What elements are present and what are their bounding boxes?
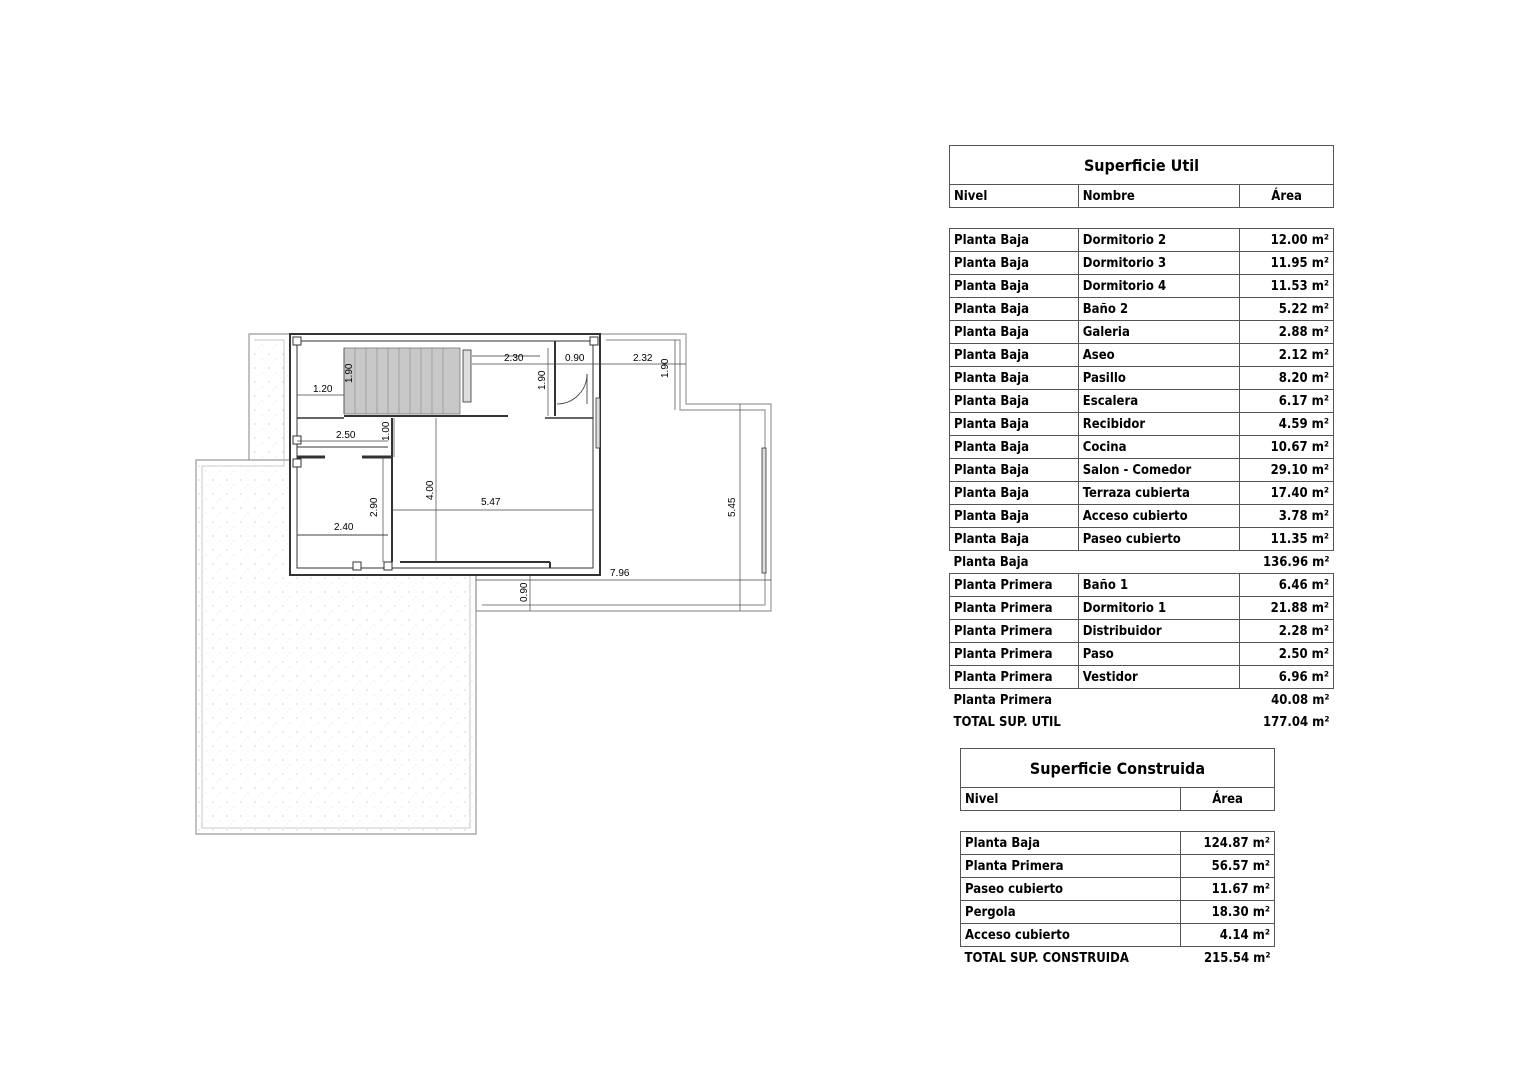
dim-label: 2.90: [369, 497, 380, 517]
table-cell: 124.87 m²: [1181, 832, 1275, 855]
table-cell: Planta Baja: [950, 505, 1079, 528]
table-cell: Escalera: [1078, 390, 1239, 413]
table-cell: Planta Baja: [950, 482, 1079, 505]
table-row: [950, 666, 1334, 689]
table-title: Superficie Util: [950, 146, 1334, 185]
table-cell: 11.53 m²: [1240, 275, 1334, 298]
dim-label: 2.32: [633, 353, 653, 364]
table-cell: 4.14 m²: [1181, 924, 1275, 947]
table-cell: Planta Baja: [950, 252, 1079, 275]
table-cell: Planta Baja: [950, 275, 1079, 298]
table-cell: 215.54 m²: [1203, 950, 1271, 966]
table-row: [950, 574, 1334, 597]
table-cell: Paso: [1078, 643, 1239, 666]
table-cell: Cocina: [1078, 436, 1239, 459]
column-header: Nivel: [950, 185, 1079, 208]
dim-label: 1.90: [344, 363, 355, 383]
table-cell: Planta Baja: [950, 413, 1079, 436]
dim-label: 0.90: [565, 353, 585, 364]
table-cell: Planta Primera: [950, 620, 1079, 643]
table-cell: 6.46 m²: [1240, 574, 1334, 597]
table-cell: Galeria: [1078, 321, 1239, 344]
table-row: [950, 711, 1334, 733]
column-header: Nombre: [1078, 185, 1239, 208]
table-cell: Planta Baja: [950, 229, 1079, 252]
table-cell: 5.22 m²: [1240, 298, 1334, 321]
table-cell: Dormitorio 2: [1078, 229, 1239, 252]
table-cell: Planta Baja: [950, 436, 1079, 459]
table-cell: TOTAL SUP. UTIL: [953, 714, 1061, 730]
table-row: [950, 643, 1334, 666]
table-cell: Planta Primera: [953, 692, 1052, 708]
table-row: [961, 947, 1275, 970]
table-row: [950, 252, 1334, 275]
table-cell: Aseo: [1078, 344, 1239, 367]
dim-label: 1.90: [660, 358, 671, 378]
table-row: [950, 229, 1334, 252]
table-cell: Planta Primera: [950, 666, 1079, 689]
table-cell: 2.28 m²: [1240, 620, 1334, 643]
table-cell: 11.67 m²: [1181, 878, 1275, 901]
dim-label: 0.90: [519, 582, 530, 602]
table-cell: Distribuidor: [1078, 620, 1239, 643]
dim-label: 1.20: [313, 384, 333, 395]
dim-label: 4.00: [425, 480, 436, 500]
table-cell: TOTAL SUP. CONSTRUIDA: [964, 950, 1129, 966]
util-rows: [950, 229, 1334, 734]
dim-label: 1.00: [381, 421, 392, 441]
dim-label: 2.50: [336, 430, 356, 441]
table-cell: 11.95 m²: [1240, 252, 1334, 275]
table-cell: Planta Baja: [950, 528, 1079, 551]
column-header: Área: [1240, 185, 1334, 208]
table-cell: 40.08 m²: [1271, 692, 1330, 708]
table-cell: Baño 1: [1078, 574, 1239, 597]
table-cell: Pasillo: [1078, 367, 1239, 390]
table-row: [950, 597, 1334, 620]
table-row: [961, 832, 1275, 855]
table-title: Superficie Construida: [961, 749, 1275, 788]
table-cell: Acceso cubierto: [1078, 505, 1239, 528]
table-row: [961, 901, 1275, 924]
table-cell: Planta Baja: [950, 298, 1079, 321]
table-cell: Planta Baja: [950, 367, 1079, 390]
table-cell: Salon - Comedor: [1078, 459, 1239, 482]
staircase: [344, 348, 460, 414]
table-cell: Baño 2: [1078, 298, 1239, 321]
table-cell: Planta Baja: [953, 554, 1029, 570]
construida-rows: [961, 832, 1275, 970]
dim-label: 2.40: [334, 522, 354, 533]
table-row: [950, 275, 1334, 298]
table-cell: 10.67 m²: [1240, 436, 1334, 459]
table-cell: 3.78 m²: [1240, 505, 1334, 528]
table-cell: Planta Primera: [950, 574, 1079, 597]
table-cell: Vestidor: [1078, 666, 1239, 689]
table-cell: Planta Baja: [950, 344, 1079, 367]
table-row: [950, 528, 1334, 551]
table-row: [950, 344, 1334, 367]
table-row: [950, 298, 1334, 321]
table-cell: Planta Primera: [950, 643, 1079, 666]
table-cell: Dormitorio 4: [1078, 275, 1239, 298]
table-cell: 2.50 m²: [1240, 643, 1334, 666]
table-row: [950, 620, 1334, 643]
table-cell: Planta Primera: [950, 597, 1079, 620]
table-cell: Planta Baja: [961, 832, 1181, 855]
table-row: [950, 689, 1334, 712]
table-cell: 56.57 m²: [1181, 855, 1275, 878]
column-header: Área: [1181, 788, 1275, 811]
table-cell: Terraza cubierta: [1078, 482, 1239, 505]
dim-label: 5.45: [727, 497, 738, 517]
table-cell: Planta Baja: [950, 390, 1079, 413]
column-header: Nivel: [961, 788, 1181, 811]
table-cell: Acceso cubierto: [961, 924, 1181, 947]
table-row: [961, 924, 1275, 947]
table-row: [961, 878, 1275, 901]
table-row: [950, 551, 1334, 574]
table-cell: 6.96 m²: [1240, 666, 1334, 689]
table-cell: 29.10 m²: [1240, 459, 1334, 482]
table-cell: Dormitorio 1: [1078, 597, 1239, 620]
table-cell: 21.88 m²: [1240, 597, 1334, 620]
table-row: [950, 321, 1334, 344]
superficie-construida-table: [960, 748, 1275, 969]
table-cell: 8.20 m²: [1240, 367, 1334, 390]
table-cell: 136.96 m²: [1262, 554, 1330, 570]
table-cell: Paseo cubierto: [1078, 528, 1239, 551]
table-row: [961, 855, 1275, 878]
table-cell: 177.04 m²: [1262, 714, 1330, 730]
table-cell: 6.17 m²: [1240, 390, 1334, 413]
dim-label: 5.47: [481, 497, 501, 508]
table-cell: 11.35 m²: [1240, 528, 1334, 551]
table-row: [950, 436, 1334, 459]
table-row: [950, 459, 1334, 482]
table-row: [950, 413, 1334, 436]
table-cell: 2.88 m²: [1240, 321, 1334, 344]
dim-label: 7.96: [610, 568, 630, 579]
table-cell: Dormitorio 3: [1078, 252, 1239, 275]
table-cell: Paseo cubierto: [961, 878, 1181, 901]
table-cell: 12.00 m²: [1240, 229, 1334, 252]
dim-label: 2.30: [504, 353, 524, 364]
table-cell: Planta Baja: [950, 321, 1079, 344]
table-cell: Planta Primera: [961, 855, 1181, 878]
table-cell: 18.30 m²: [1181, 901, 1275, 924]
table-cell: Pergola: [961, 901, 1181, 924]
superficie-util-table: [949, 145, 1334, 733]
table-cell: 17.40 m²: [1240, 482, 1334, 505]
table-cell: Recibidor: [1078, 413, 1239, 436]
table-cell: Planta Baja: [950, 459, 1079, 482]
table-cell: 2.12 m²: [1240, 344, 1334, 367]
table-row: [950, 390, 1334, 413]
table-row: [950, 482, 1334, 505]
table-row: [950, 505, 1334, 528]
table-row: [950, 367, 1334, 390]
dim-label: 1.90: [537, 370, 548, 390]
table-cell: 4.59 m²: [1240, 413, 1334, 436]
